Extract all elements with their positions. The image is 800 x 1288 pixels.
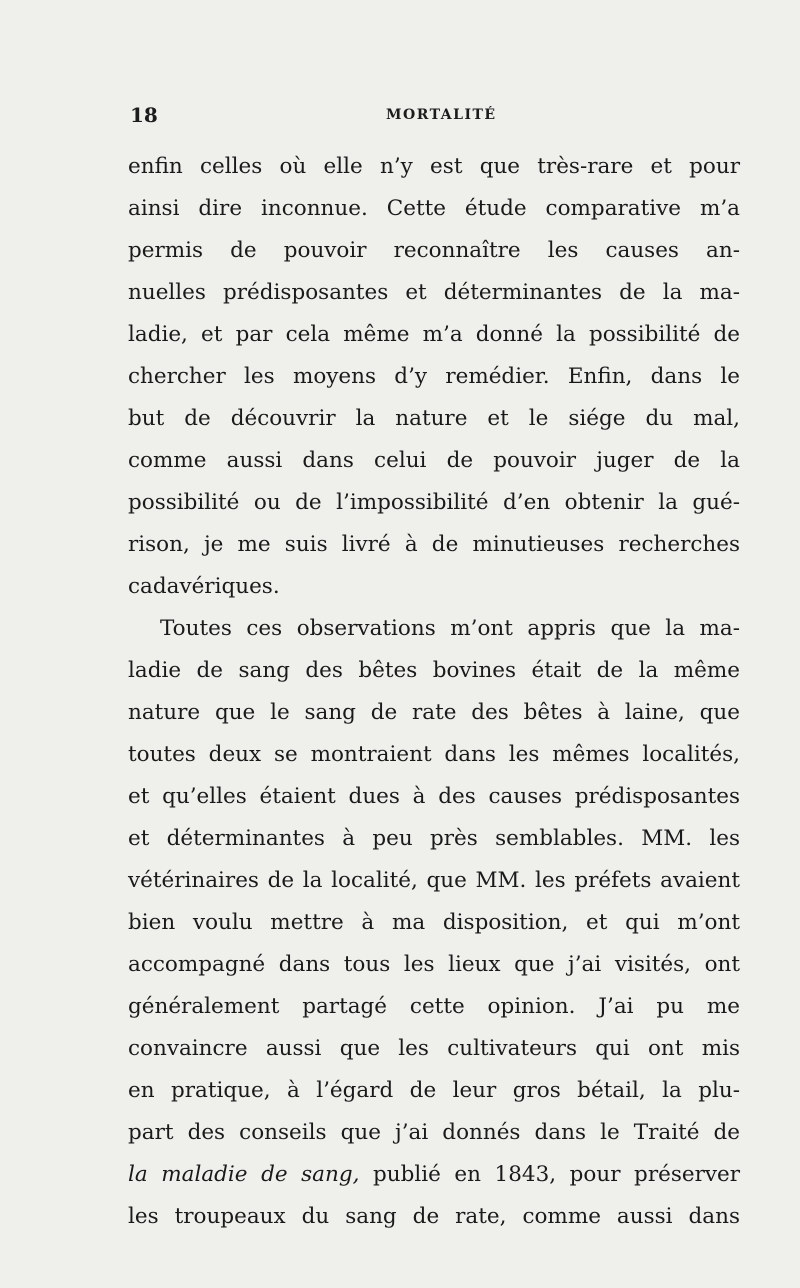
text-line-with-italic-title [128, 1154, 740, 1196]
text-line: cadavériques. [128, 574, 280, 599]
text-line: permis de pouvoir reconnaître les causes an- [128, 238, 740, 263]
text-line: convaincre aussi que les cultivateurs qui ont mis [128, 1036, 740, 1061]
text-line: en pratique, à l’égard de leur gros bétail, la plu- [128, 1078, 740, 1103]
page-header [130, 103, 700, 133]
text-line: possibilité ou de l’impossibilité d’en obtenir la gué- [128, 490, 740, 515]
text-line: généralement partagé cette opinion. J’ai pu me [128, 994, 740, 1019]
text-line: chercher les moyens d’y remédier. Enfin, dans le [128, 364, 740, 389]
running-title: MORTALITÉ [386, 107, 497, 123]
text-line: rison, je me suis livré à de minutieuses recherches [128, 532, 740, 557]
text-line: comme aussi dans celui de pouvoir juger de la [128, 448, 740, 473]
text-line: et déterminantes à peu près semblables. MM. les [128, 826, 740, 851]
text-line: vétérinaires de la localité, que MM. les préfets avaient [128, 868, 740, 893]
text-line: et qu’elles étaient dues à des causes prédisposantes [128, 784, 740, 809]
text-line: bien voulu mettre à ma disposition, et qui m’ont [128, 910, 740, 935]
line-remainder: publié en 1843, pour préserver [359, 1162, 740, 1187]
text-line: Toutes ces observations m’ont appris que la ma- [160, 616, 740, 641]
text-line: ladie, et par cela même m’a donné la possibilité de [128, 322, 740, 347]
text-line: part des conseils que j’ai donnés dans le Traité de [128, 1120, 740, 1145]
text-line: les troupeaux du sang de rate, comme aussi dans [128, 1204, 740, 1229]
text-line: but de découvrir la nature et le siége du mal, [128, 406, 740, 431]
text-line: enfin celles où elle n’y est que très-rare et pour [128, 154, 740, 179]
text-line: ainsi dire inconnue. Cette étude comparative m’a [128, 196, 740, 221]
text-line: toutes deux se montraient dans les mêmes localités, [128, 742, 740, 767]
text-line: nature que le sang de rate des bêtes à laine, que [128, 700, 740, 725]
page-number: 18 [130, 103, 158, 127]
text-line: nuelles prédisposantes et déterminantes de la ma- [128, 280, 740, 305]
italic-book-title: la maladie de sang, [128, 1162, 360, 1187]
text-line: accompagné dans tous les lieux que j’ai visités, ont [128, 952, 740, 977]
text-line: ladie de sang des bêtes bovines était de la même [128, 658, 740, 683]
body-text [128, 146, 740, 1238]
